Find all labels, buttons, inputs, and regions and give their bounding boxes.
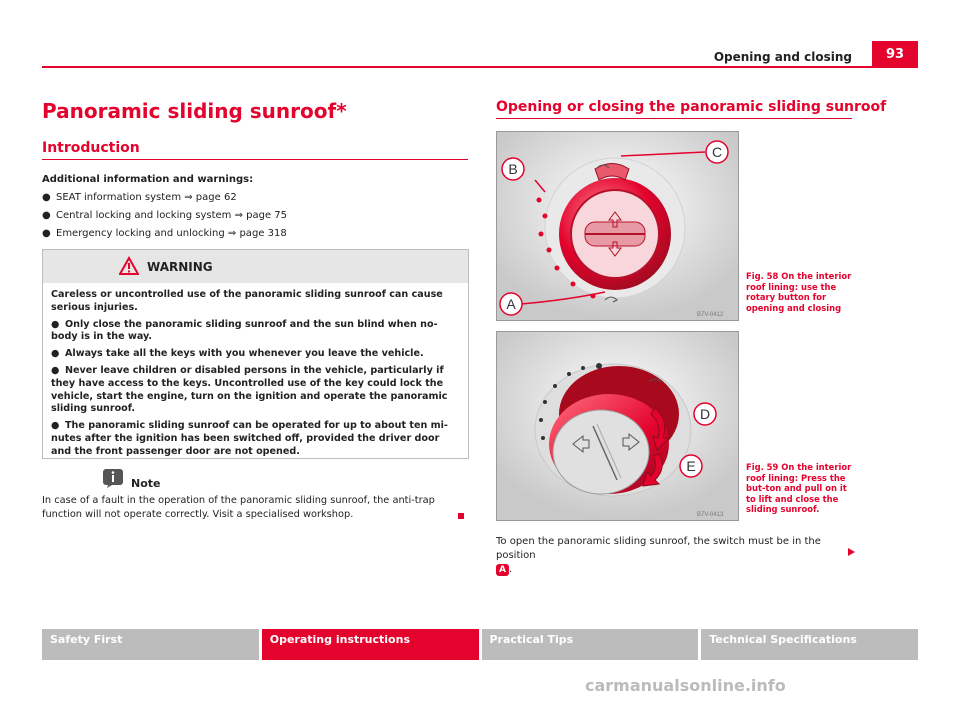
figure-caption: Fig. 59 On the interior roof lining: Press the but-ton and pull on it to lift and close the sliding sunroof. bbox=[746, 462, 852, 515]
section-title: Opening and closing bbox=[713, 50, 852, 64]
svg-text:C: C bbox=[711, 144, 723, 160]
cross-reference-link[interactable]: Emergency locking and unlocking ⇒ page 318 bbox=[56, 228, 287, 239]
warning-intro: Careless or uncontrolled use of the panoramic sliding sunroof can cause serious injuries. bbox=[51, 289, 443, 313]
section-end-marker bbox=[458, 513, 464, 519]
tab-safety-first[interactable]: Safety First bbox=[42, 629, 259, 660]
callout-label-e bbox=[680, 455, 702, 477]
body-text: To open the panoramic sliding sunroof, the switch must be in the position bbox=[496, 536, 821, 561]
section-heading: Opening or closing the panoramic sliding sunroof bbox=[496, 99, 887, 115]
body-paragraph bbox=[496, 535, 856, 577]
watermark: carmanualsonline.info bbox=[585, 676, 786, 695]
warning-item: ● Never leave children or disabled persons in the vehicle, particularly if they have access to the keys. Uncontrolled use of the key could lock the vehicle, start the engine, turn on the ignition and operate the panoramic sliding sunroof. bbox=[51, 364, 448, 415]
callout-label-d bbox=[694, 403, 716, 425]
continue-arrow-icon bbox=[848, 548, 855, 556]
warning-title: WARNING bbox=[147, 260, 213, 274]
figure-code: B7V-0412 bbox=[697, 312, 724, 318]
warning-item: ● Only close the panoramic sliding sunroof and the sun blind when no-body is in the way. bbox=[51, 318, 438, 343]
warning-item: ● The panoramic sliding sunroof can be operated for up to about ten mi-nutes after the ignition has been switched off, provided the driver door and the front passenger door are not opened. bbox=[51, 420, 448, 457]
figure-rotary-switch bbox=[496, 131, 739, 321]
subsection-title: Introduction bbox=[42, 140, 140, 156]
list-item[interactable]: ● Central locking and locking system ⇒ page 75 bbox=[42, 210, 288, 221]
note-text: In case of a fault in the operation of the panoramic sliding sunroof, the anti-trap function will not operate correctly. Visit a specialised workshop. bbox=[42, 495, 435, 520]
warning-body bbox=[43, 283, 468, 459]
tab-operating-instructions[interactable]: Operating instructions bbox=[262, 629, 479, 660]
cross-reference-link[interactable]: Central locking and locking system ⇒ page 75 bbox=[56, 210, 288, 221]
callout-label-a bbox=[500, 293, 522, 315]
subsection-rule bbox=[42, 159, 468, 160]
warning-triangle-icon bbox=[119, 256, 139, 276]
list-item[interactable]: ● SEAT information system ⇒ page 62 bbox=[42, 192, 237, 203]
svg-text:D: D bbox=[699, 406, 711, 422]
lift-button-illustration bbox=[497, 332, 738, 520]
page-title: Panoramic sliding sunroof* bbox=[42, 99, 347, 123]
tab-practical-tips[interactable]: Practical Tips bbox=[482, 629, 699, 660]
callout-label-b bbox=[502, 158, 524, 180]
callout-label-c bbox=[706, 141, 728, 163]
page-number: 93 bbox=[872, 41, 918, 68]
chapter-tabs bbox=[42, 629, 918, 660]
note-title: Note bbox=[131, 477, 161, 490]
note-icon bbox=[102, 468, 124, 488]
svg-text:A: A bbox=[506, 296, 516, 312]
svg-text:B: B bbox=[508, 161, 518, 177]
warning-item: ● Always take all the keys with you whenever you leave the vehicle. bbox=[51, 348, 424, 360]
figure-caption: Fig. 58 On the interior roof lining: use the rotary button for opening and closing bbox=[746, 271, 852, 313]
svg-text:E: E bbox=[686, 458, 696, 474]
section-heading-rule bbox=[496, 118, 852, 119]
additional-info-label: Additional information and warnings: bbox=[42, 174, 254, 185]
body-text-end: . bbox=[508, 564, 513, 575]
position-key: A bbox=[496, 564, 509, 576]
rotary-switch-illustration bbox=[497, 132, 738, 320]
figure-lift-button bbox=[496, 331, 739, 521]
list-item[interactable]: ● Emergency locking and unlocking ⇒ page 318 bbox=[42, 228, 287, 239]
header-rule bbox=[42, 66, 872, 68]
figure-code: B7V-0413 bbox=[697, 512, 724, 518]
cross-reference-link[interactable]: SEAT information system ⇒ page 62 bbox=[56, 192, 237, 203]
warning-box bbox=[42, 249, 469, 459]
warning-header bbox=[43, 250, 468, 283]
tab-technical-specifications[interactable]: Technical Specifications bbox=[701, 629, 918, 660]
